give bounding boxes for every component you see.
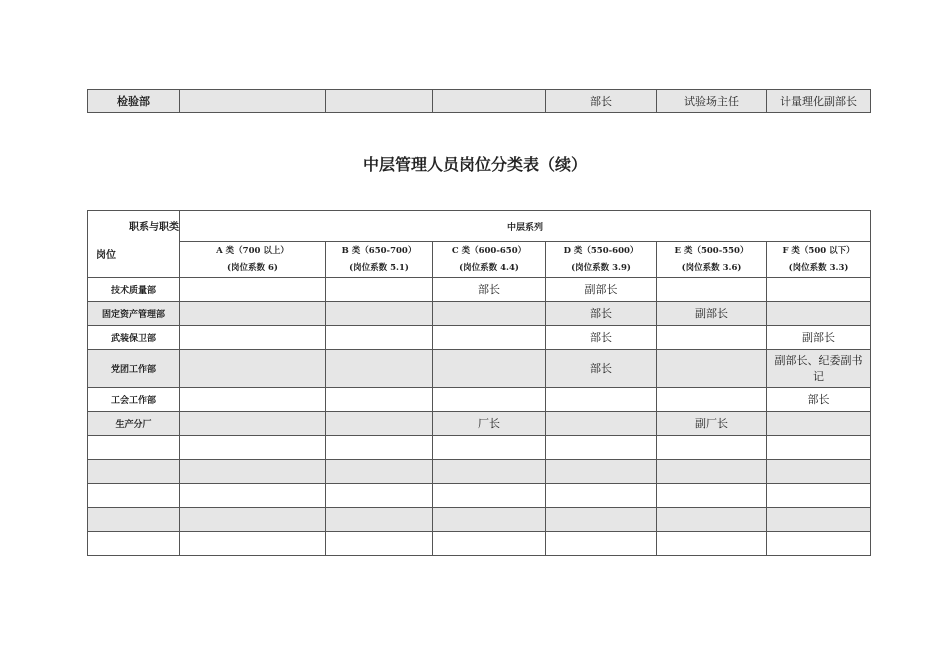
table-cell	[433, 302, 546, 326]
table-cell	[326, 484, 433, 508]
table-row	[88, 90, 871, 113]
table-row	[88, 412, 871, 436]
table-cell	[657, 436, 767, 460]
table-cell	[326, 532, 433, 556]
category-header-row	[88, 242, 871, 278]
table-cell	[326, 508, 433, 532]
table-cell: 部长	[546, 326, 657, 350]
dept-cell: 检验部	[88, 90, 180, 113]
dept-cell	[88, 508, 180, 532]
table-cell	[433, 532, 546, 556]
table-row	[88, 278, 871, 302]
dept-cell	[88, 532, 180, 556]
table-row	[88, 484, 871, 508]
table-cell	[326, 388, 433, 412]
table-cell	[433, 326, 546, 350]
table-cell	[546, 532, 657, 556]
table-row	[88, 302, 871, 326]
table-cell	[326, 460, 433, 484]
dept-cell	[88, 436, 180, 460]
page-title: 中层管理人员岗位分类表（续）	[362, 155, 587, 174]
table-cell	[180, 460, 326, 484]
corner-label-top: 职系与职类	[129, 222, 179, 233]
table-cell	[326, 350, 433, 388]
table-cell	[546, 412, 657, 436]
header-row	[88, 211, 871, 242]
category-header: B 类（650-700） (岗位系数 5.1)	[326, 242, 433, 278]
header-corner	[88, 211, 180, 278]
category-header: E 类（500-550） (岗位系数 3.6)	[657, 242, 767, 278]
table-cell	[433, 388, 546, 412]
table-row	[88, 350, 871, 388]
table-cell	[767, 508, 871, 532]
table-cell	[433, 508, 546, 532]
table-cell	[180, 508, 326, 532]
table-row	[88, 436, 871, 460]
table-cell	[180, 412, 326, 436]
table-cell	[180, 326, 326, 350]
table-cell	[433, 436, 546, 460]
table-cell	[326, 326, 433, 350]
table-cell	[546, 388, 657, 412]
category-header: C 类（600-650） (岗位系数 4.4)	[433, 242, 546, 278]
table-cell	[326, 412, 433, 436]
table-cell	[433, 350, 546, 388]
table-cell: 副厂长	[657, 412, 767, 436]
table-cell	[657, 278, 767, 302]
table-cell	[326, 436, 433, 460]
table-cell	[326, 302, 433, 326]
table-cell	[326, 278, 433, 302]
table-cell	[433, 90, 546, 113]
table-cell	[657, 484, 767, 508]
table-row	[88, 388, 871, 412]
table-cell	[180, 278, 326, 302]
table-cell	[767, 412, 871, 436]
table-cell: 副部长	[657, 302, 767, 326]
table-row	[88, 460, 871, 484]
series-header: 中层系列	[180, 211, 871, 242]
table-cell	[546, 460, 657, 484]
table-cell	[657, 350, 767, 388]
table-cell	[180, 90, 326, 113]
top-table	[87, 89, 871, 113]
corner-label-bottom: 岗位	[96, 250, 116, 261]
table-row	[88, 508, 871, 532]
dept-cell	[88, 484, 180, 508]
table-cell	[657, 508, 767, 532]
dept-cell: 武装保卫部	[88, 326, 180, 350]
table-cell: 部长	[546, 302, 657, 326]
table-cell: 副部长、纪委副书记	[767, 350, 871, 388]
category-header: A 类（700 以上） (岗位系数 6)	[180, 242, 326, 278]
dept-cell: 生产分厂	[88, 412, 180, 436]
table-cell	[180, 532, 326, 556]
dept-cell: 固定资产管理部	[88, 302, 180, 326]
table-cell: 厂长	[433, 412, 546, 436]
table-cell	[546, 436, 657, 460]
table-cell	[180, 350, 326, 388]
category-header: F 类（500 以下） (岗位系数 3.3)	[767, 242, 871, 278]
table-row	[88, 326, 871, 350]
dept-cell: 技术质量部	[88, 278, 180, 302]
dept-cell: 党团工作部	[88, 350, 180, 388]
table-cell	[433, 460, 546, 484]
table-cell	[767, 436, 871, 460]
table-cell	[180, 484, 326, 508]
table-cell	[180, 388, 326, 412]
table-cell	[657, 532, 767, 556]
dept-cell	[88, 460, 180, 484]
table-cell: 部长	[433, 278, 546, 302]
table-cell	[546, 508, 657, 532]
table-cell: 副部长	[767, 326, 871, 350]
dept-cell: 工会工作部	[88, 388, 180, 412]
table-cell	[657, 326, 767, 350]
table-cell	[433, 484, 546, 508]
table-row	[88, 532, 871, 556]
table-cell	[767, 532, 871, 556]
table-cell: 部长	[546, 350, 657, 388]
table-cell: 部长	[767, 388, 871, 412]
table-cell: 试验场主任	[657, 90, 767, 113]
table-cell	[180, 436, 326, 460]
category-header: D 类（550-600） (岗位系数 3.9)	[546, 242, 657, 278]
table-cell	[326, 90, 433, 113]
table-cell	[657, 460, 767, 484]
table-cell	[767, 278, 871, 302]
table-cell	[180, 302, 326, 326]
table-cell: 副部长	[546, 278, 657, 302]
table-cell: 计量理化副部长	[767, 90, 871, 113]
position-table	[87, 210, 871, 556]
table-cell	[767, 484, 871, 508]
table-cell	[767, 302, 871, 326]
table-cell: 部长	[546, 90, 657, 113]
table-cell	[657, 388, 767, 412]
table-cell	[546, 484, 657, 508]
table-cell	[767, 460, 871, 484]
